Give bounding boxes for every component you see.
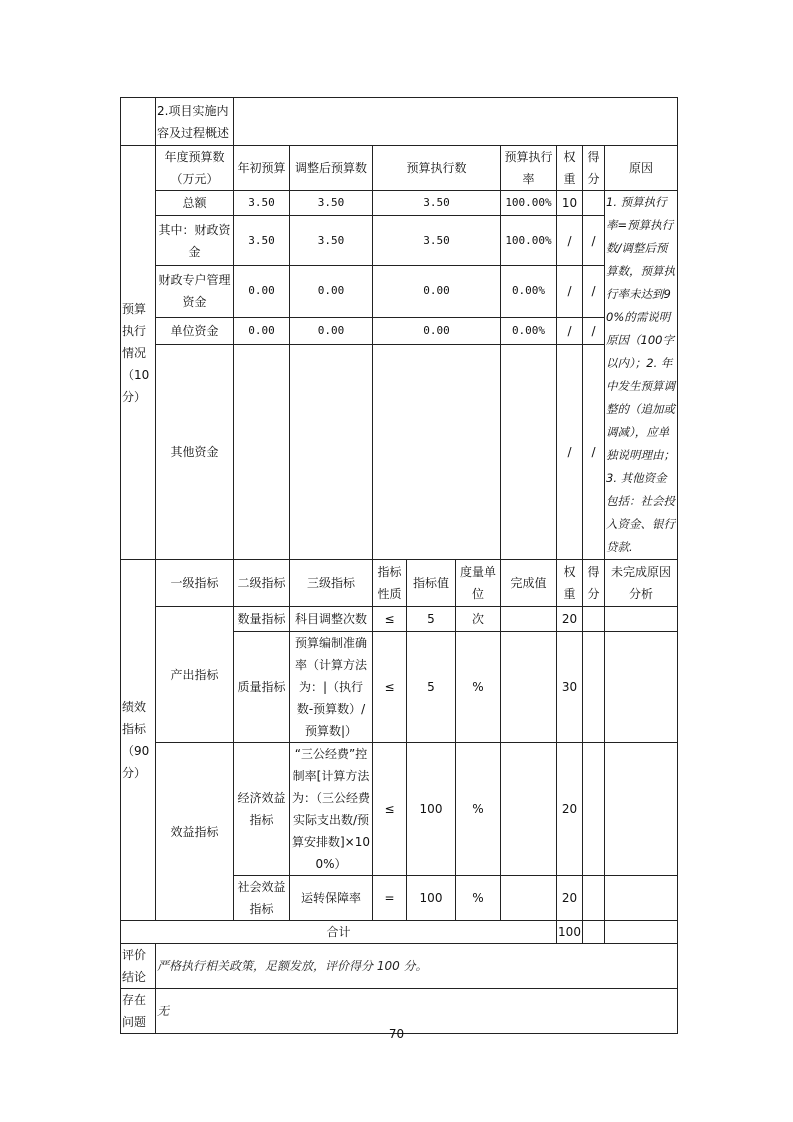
score [583,191,605,216]
level3-indicator: “三公经费”控制率[计算方法为：（三公经费实际支出数/预算安排数]×100%） [290,743,373,876]
budget-row [121,317,678,345]
total-weight: 100 [557,921,583,944]
completed-value [501,607,557,632]
score: / [583,265,605,317]
header-cell: 调整后预算数 [290,146,373,191]
level2-indicator: 数量指标 [234,607,290,632]
unit: % [456,632,501,743]
header-cell: 指标性质 [373,560,407,607]
conclusion-row [121,944,678,989]
weight: 30 [557,632,583,743]
header-cell: 得分 [583,146,605,191]
reason [605,876,678,921]
header-cell: 预算执行数 [373,146,501,191]
executed-budget: 0.00 [373,265,501,317]
execution-rate: 100.00% [501,216,557,266]
budget-header-row [121,146,678,191]
header-cell: 二级指标 [234,560,290,607]
execution-rate [501,345,557,560]
intro-content [234,98,678,146]
adjusted-budget: 3.50 [290,191,373,216]
total-reason [605,921,678,944]
score [583,632,605,743]
unit: % [456,876,501,921]
level3-indicator: 运转保障率 [290,876,373,921]
executed-budget [373,345,501,560]
executed-budget: 3.50 [373,191,501,216]
page-number: 70 [388,1027,405,1041]
total-row [121,921,678,944]
unit: % [456,743,501,876]
initial-budget: 0.00 [234,317,290,345]
row-name: 总额 [156,191,234,216]
weight: 20 [557,743,583,876]
weight: / [557,317,583,345]
level1-indicator: 产出指标 [156,607,234,743]
executed-budget: 0.00 [373,317,501,345]
weight: 10 [557,191,583,216]
indicator-nature: ≤ [373,607,407,632]
budget-row [121,216,678,266]
indicator-row [121,607,678,632]
weight: 20 [557,876,583,921]
score [583,607,605,632]
initial-budget: 3.50 [234,216,290,266]
indicator-value: 100 [407,743,456,876]
header-cell: 年度预算数（万元） [156,146,234,191]
total-label: 合计 [121,921,557,944]
weight: 20 [557,607,583,632]
row-name: 其中：财政资金 [156,216,234,266]
score: / [583,216,605,266]
score [583,743,605,876]
score: / [583,345,605,560]
score [583,876,605,921]
budget-section-label: 预算执行情况（10分） [121,146,156,560]
completed-value [501,632,557,743]
header-cell: 原因 [605,146,678,191]
total-score [583,921,605,944]
indicator-value: 5 [407,632,456,743]
intro-row [121,98,678,146]
header-cell: 未完成原因分析 [605,560,678,607]
reason [605,607,678,632]
row-name: 财政专户管理资金 [156,265,234,317]
unit: 次 [456,607,501,632]
performance-header-row [121,560,678,607]
header-cell: 得分 [583,560,605,607]
header-cell: 年初预算 [234,146,290,191]
indicator-nature: ≤ [373,632,407,743]
issues-text: 无 [156,989,678,1034]
execution-rate: 100.00% [501,191,557,216]
header-cell: 权重 [557,560,583,607]
indicator-value: 5 [407,607,456,632]
budget-row [121,265,678,317]
conclusion-label: 评价结论 [121,944,156,989]
header-cell: 完成值 [501,560,557,607]
header-cell: 三级指标 [290,560,373,607]
weight: / [557,265,583,317]
issues-label: 存在问题 [121,989,156,1034]
level2-indicator: 经济效益指标 [234,743,290,876]
header-cell: 权重 [557,146,583,191]
score: / [583,317,605,345]
reason-note: 1. 预算执行率=预算执行数/调整后预算数，预算执行率未达到90%的需说明原因（100字以内）；2. 年中发生预算调整的（追加或调减），应单独说明理由；3. 其他资金包括：社会投入资金、银行贷款. [605,191,678,560]
budget-row [121,191,678,216]
adjusted-budget: 3.50 [290,216,373,266]
reason [605,743,678,876]
level3-indicator: 科目调整次数 [290,607,373,632]
row-name: 其他资金 [156,345,234,560]
execution-rate: 0.00% [501,317,557,345]
adjusted-budget: 0.00 [290,317,373,345]
header-cell: 预算执行率 [501,146,557,191]
adjusted-budget: 0.00 [290,265,373,317]
intro-label: 2.项目实施内容及过程概述 [156,98,234,146]
initial-budget: 0.00 [234,265,290,317]
row-name: 单位资金 [156,317,234,345]
weight: / [557,216,583,266]
indicator-nature: = [373,876,407,921]
level2-indicator: 质量指标 [234,632,290,743]
performance-evaluation-table [120,97,678,1034]
indicator-value: 100 [407,876,456,921]
level2-indicator: 社会效益指标 [234,876,290,921]
header-cell: 一级指标 [156,560,234,607]
completed-value [501,876,557,921]
executed-budget: 3.50 [373,216,501,266]
level3-indicator: 预算编制准确率（计算方法为：|（执行数-预算数）/预算数|） [290,632,373,743]
header-cell: 指标值 [407,560,456,607]
weight: / [557,345,583,560]
indicator-nature: ≤ [373,743,407,876]
reason [605,632,678,743]
initial-budget: 3.50 [234,191,290,216]
initial-budget [234,345,290,560]
performance-section-label: 绩效指标（90分） [121,560,156,921]
level1-indicator: 效益指标 [156,743,234,921]
header-cell: 度量单位 [456,560,501,607]
execution-rate: 0.00% [501,265,557,317]
blank-cell [121,98,156,146]
budget-row [121,345,678,560]
completed-value [501,743,557,876]
adjusted-budget [290,345,373,560]
conclusion-text: 严格执行相关政策，足额发放，评价得分 100 分。 [156,944,678,989]
indicator-row [121,743,678,876]
